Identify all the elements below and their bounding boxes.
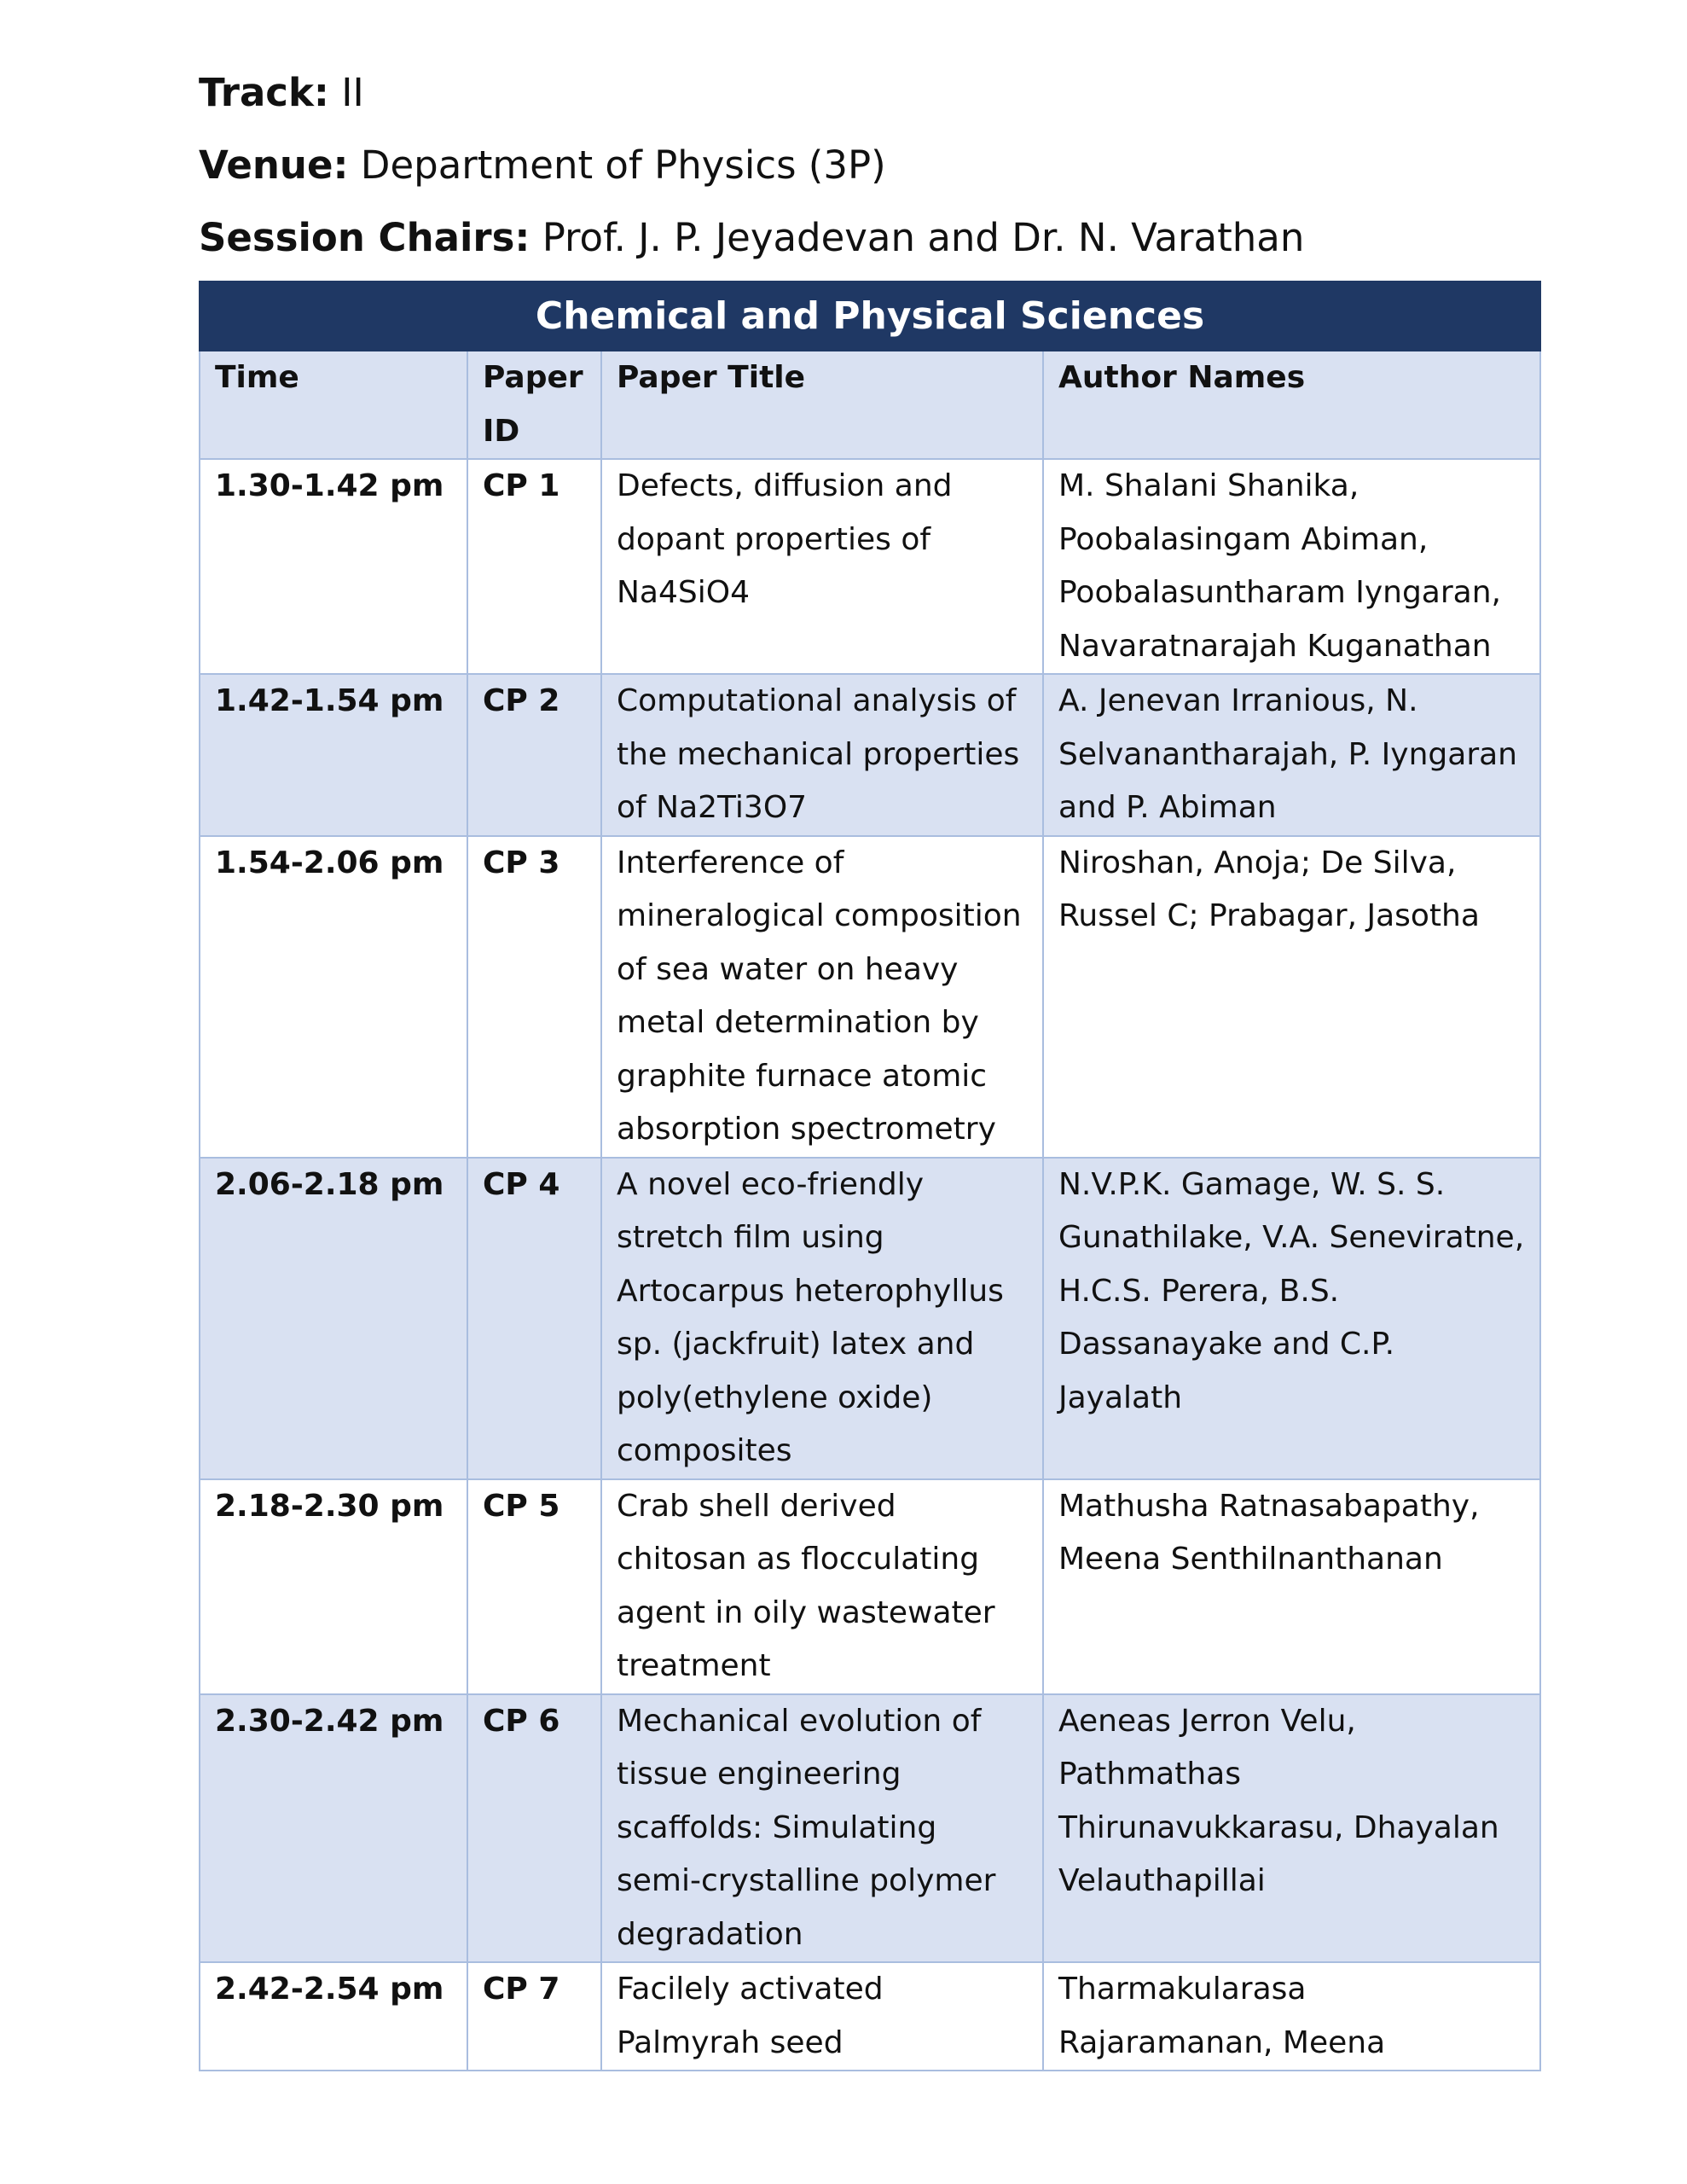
paper-title: Computational analysis of the mechanical properties of Na2Ti3O7 bbox=[601, 674, 1043, 836]
table-title: Chemical and Physical Sciences bbox=[200, 282, 1540, 351]
session-time: 2.42-2.54 pm bbox=[200, 1962, 467, 2071]
venue-value: Department of Physics (3P) bbox=[360, 142, 886, 188]
table-row bbox=[200, 836, 1540, 1158]
paper-title: Facilely activated Palmyrah seed bbox=[601, 1962, 1043, 2071]
header-time: Time bbox=[200, 351, 467, 459]
track-value: II bbox=[341, 70, 364, 115]
paper-id: CP 6 bbox=[467, 1694, 601, 1963]
author-names: N.V.P.K. Gamage, W. S. S. Gunathilake, V.A. Seneviratne, H.C.S. Perera, B.S. Dassanayake and C.P. Jayalath bbox=[1043, 1158, 1540, 1479]
table-row bbox=[200, 1479, 1540, 1694]
table-row bbox=[200, 1158, 1540, 1479]
author-names: Aeneas Jerron Velu, Pathmathas Thirunavukkarasu, Dhayalan Velauthapillai bbox=[1043, 1694, 1540, 1963]
paper-id: CP 4 bbox=[467, 1158, 601, 1479]
paper-title: Mechanical evolution of tissue engineering scaffolds: Simulating semi-crystalline polymer degradation bbox=[601, 1694, 1043, 1963]
session-chairs-value: Prof. J. P. Jeyadevan and Dr. N. Varathan bbox=[542, 215, 1305, 260]
paper-id: CP 7 bbox=[467, 1962, 601, 2071]
track-label: Track: bbox=[199, 70, 329, 115]
session-time: 1.54-2.06 pm bbox=[200, 836, 467, 1158]
paper-id: CP 3 bbox=[467, 836, 601, 1158]
header-paper-id: Paper ID bbox=[467, 351, 601, 459]
session-time: 2.06-2.18 pm bbox=[200, 1158, 467, 1479]
track-line bbox=[199, 70, 364, 115]
author-names: A. Jenevan Irranious, N. Selvanantharajah, P. Iyngaran and P. Abiman bbox=[1043, 674, 1540, 836]
table-header-row bbox=[200, 351, 1540, 459]
author-names: M. Shalani Shanika, Poobalasingam Abiman, Poobalasuntharam Iyngaran, Navaratnarajah Kuganathan bbox=[1043, 459, 1540, 674]
session-time: 1.42-1.54 pm bbox=[200, 674, 467, 836]
paper-title: Crab shell derived chitosan as flocculating agent in oily wastewater treatment bbox=[601, 1479, 1043, 1694]
table-row bbox=[200, 1962, 1540, 2071]
table-title-row bbox=[200, 282, 1540, 351]
venue-line bbox=[199, 142, 886, 188]
header-paper-title: Paper Title bbox=[601, 351, 1043, 459]
paper-id: CP 1 bbox=[467, 459, 601, 674]
session-chairs-line bbox=[199, 215, 1305, 260]
paper-id: CP 5 bbox=[467, 1479, 601, 1694]
author-names: Tharmakularasa Rajaramanan, Meena bbox=[1043, 1962, 1540, 2071]
paper-id: CP 2 bbox=[467, 674, 601, 836]
author-names: Niroshan, Anoja; De Silva, Russel C; Prabagar, Jasotha bbox=[1043, 836, 1540, 1158]
paper-title: A novel eco-friendly stretch film using Artocarpus heterophyllus sp. (jackfruit) latex and poly(ethylene oxide) composites bbox=[601, 1158, 1043, 1479]
table-row bbox=[200, 674, 1540, 836]
paper-title: Interference of mineralogical composition of sea water on heavy metal determination by graphite furnace atomic absorption spectrometry bbox=[601, 836, 1043, 1158]
schedule-table bbox=[199, 281, 1541, 2071]
session-time: 2.18-2.30 pm bbox=[200, 1479, 467, 1694]
paper-title: Defects, diffusion and dopant properties of Na4SiO4 bbox=[601, 459, 1043, 674]
table-row bbox=[200, 1694, 1540, 1963]
table-row bbox=[200, 459, 1540, 674]
header-author-names: Author Names bbox=[1043, 351, 1540, 459]
session-time: 1.30-1.42 pm bbox=[200, 459, 467, 674]
author-names: Mathusha Ratnasabapathy, Meena Senthilnanthanan bbox=[1043, 1479, 1540, 1694]
venue-label: Venue: bbox=[199, 142, 349, 188]
session-chairs-label: Session Chairs: bbox=[199, 215, 530, 260]
session-time: 2.30-2.42 pm bbox=[200, 1694, 467, 1963]
